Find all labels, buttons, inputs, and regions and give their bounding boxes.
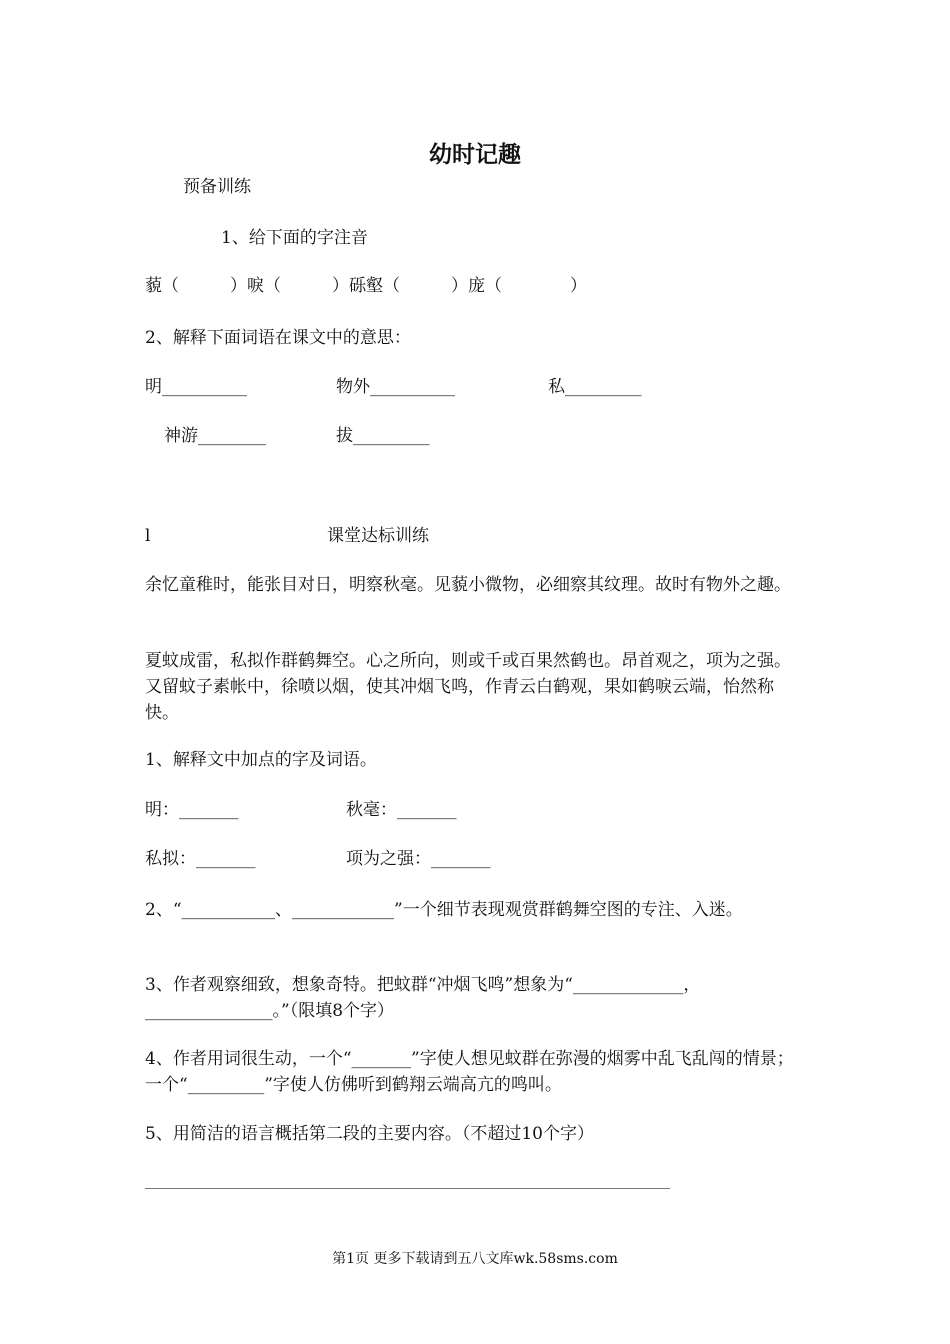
question-3-imagination: 3、作者观察细致，想象奇特。把蚊群“冲烟飞鸣”想象为“_____________，_______________。”（限填8个字）	[145, 975, 701, 1021]
question-1-explain: 1、解释文中加点的字及词语。	[145, 750, 377, 770]
blank-xiangweizhiqiang: 项为之强：_______	[346, 849, 491, 869]
word-blank-si: 私_________	[548, 377, 642, 397]
section-heading-class: 课堂达标训练	[327, 526, 429, 546]
pinyin-blanks: 藐（ ）唳（ ）砾壑（ ）庞（ ）	[145, 276, 587, 296]
question-2-meaning: 2、解释下面词语在课文中的意思：	[145, 328, 411, 348]
word-blank-ming: 明__________	[145, 377, 247, 397]
question-1-pinyin: 1、给下面的字注音	[221, 228, 368, 248]
answer-line	[145, 1188, 670, 1189]
blank-sini: 私拟：_______	[145, 849, 256, 869]
section-heading-prep: 预备训练	[183, 177, 251, 197]
question-4-wording: 4、作者用词很生动，一个“_______”字使人想见蚊群在弥漫的烟雾中乱飞乱闯的情景；一个“_________”字使人仿佛听到鹤翔云端高亢的鸣叫。	[145, 1049, 794, 1095]
question-5-summary: 5、用简洁的语言概括第二段的主要内容。（不超过10个字）	[145, 1124, 594, 1144]
word-blank-shenyou: 神游________	[164, 426, 266, 446]
page-footer: 第1页 更多下载请到五八文库wk.58sms.com	[332, 1251, 618, 1267]
passage-paragraph-1: 余忆童稚时，能张目对日，明察秋毫。见藐小微物，必细察其纹理。故时有物外之趣。	[145, 575, 791, 595]
word-blank-ba: 拔_________	[336, 426, 430, 446]
question-2-detail: 2、“___________、____________”一个细节表现观赏群鹤舞空图的专注、入迷。	[145, 900, 743, 920]
blank-ming: 明：_______	[145, 800, 239, 820]
section-number: l	[145, 526, 151, 546]
word-blank-wuwai: 物外__________	[336, 377, 455, 397]
page-title: 幼时记趣	[429, 141, 521, 168]
blank-qiuhao: 秋毫：_______	[346, 800, 457, 820]
passage-paragraph-2: 夏蚊成雷，私拟作群鹤舞空。心之所向，则或千或百果然鹤也。昂首观之，项为之强。又留蚊子素帐中，徐喷以烟，使其冲烟飞鸣，作青云白鹤观，果如鹤唳云端，怡然称快。	[145, 651, 791, 723]
